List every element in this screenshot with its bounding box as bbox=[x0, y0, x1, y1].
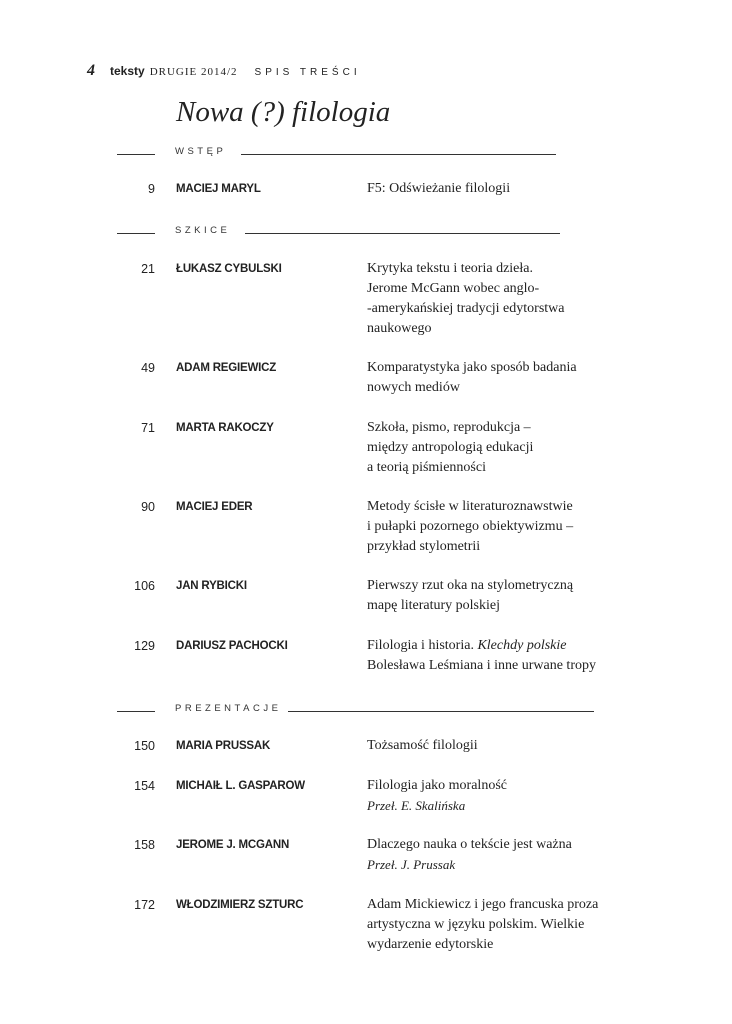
entry-author: MACIEJ EDER bbox=[176, 501, 253, 513]
entry-page: 172 bbox=[134, 898, 155, 912]
entry-title: Filologia jako moralność Przeł. E. Skalińska bbox=[367, 776, 617, 816]
entry-title: Dlaczego nauka o tekście jest ważna Przeł. J. Prussak bbox=[367, 835, 617, 875]
page-number: 4 bbox=[87, 62, 95, 79]
entry-title: Pierwszy rzut oka na stylometryczną mapę literatury polskiej bbox=[367, 578, 574, 613]
entry-title: Krytyka tekstu i teoria dzieła. Jerome McGann wobec anglo- -amerykańskiej tradycji edytorstwa naukowego bbox=[367, 261, 565, 336]
entry-title: Szkoła, pismo, reprodukcja – między antropologią edukacji a teorią piśmienności bbox=[367, 420, 534, 475]
section-rule-left bbox=[117, 154, 155, 155]
entry-title: F5: Odświeżanie filologii bbox=[367, 181, 511, 196]
journal-brand: teksty bbox=[110, 64, 145, 78]
section-heading-szkice bbox=[0, 225, 732, 241]
section-heading-prezentacje bbox=[0, 703, 732, 719]
entry-author: MARIA PRUSSAK bbox=[176, 740, 271, 752]
section-rule-right bbox=[241, 154, 556, 155]
entry-page: 129 bbox=[134, 639, 155, 653]
section-name: SPIS TREŚCI bbox=[254, 67, 361, 78]
entry-page: 106 bbox=[134, 579, 155, 593]
entry-author: JEROME J. MCGANN bbox=[176, 839, 290, 851]
entry-page: 90 bbox=[141, 500, 155, 514]
entry-translator: Przeł. E. Skalińska bbox=[367, 798, 466, 813]
entry-page: 49 bbox=[141, 361, 155, 375]
section-heading-wstep bbox=[0, 146, 732, 162]
entry-author: ADAM REGIEWICZ bbox=[176, 362, 277, 374]
entry-title: Adam Mickiewicz i jego francuska proza artystyczna w języku polskim. Wielkie wydarzenie edytorskie bbox=[367, 897, 599, 952]
section-rule-left bbox=[117, 711, 155, 712]
entry-author: ŁUKASZ CYBULSKI bbox=[176, 263, 282, 275]
entry-page: 21 bbox=[141, 262, 155, 276]
entry-author: MICHAIŁ L. GASPAROW bbox=[176, 780, 305, 792]
section-rule-left bbox=[117, 233, 155, 234]
section-label: SZKICE bbox=[175, 225, 231, 236]
entry-title-italic: Klechdy polskie bbox=[477, 638, 567, 653]
entry-title: Metody ścisłe w literaturoznawstwie i pułapki pozornego obiektywizmu – przykład stylometrii bbox=[367, 499, 574, 554]
journal-issue: DRUGIE 2014/2 bbox=[149, 66, 238, 78]
entry-translator: Przeł. J. Prussak bbox=[367, 857, 456, 872]
section-rule-right bbox=[288, 711, 594, 712]
entry-author: MACIEJ MARYL bbox=[176, 183, 261, 195]
entry-page: 158 bbox=[134, 838, 155, 852]
entry-page: 9 bbox=[148, 182, 155, 196]
section-rule-right bbox=[245, 233, 560, 234]
entry-author: MARTA RAKOCZY bbox=[176, 422, 274, 434]
entry-title: Tożsamość filologii bbox=[367, 738, 478, 753]
issue-title: Nowa (?) filologia bbox=[176, 96, 391, 128]
entry-title: Komparatystyka jako sposób badania nowych mediów bbox=[367, 360, 577, 395]
section-label: PREZENTACJE bbox=[175, 703, 282, 714]
section-label: WSTĘP bbox=[175, 146, 227, 157]
entry-author: DARIUSZ PACHOCKI bbox=[176, 640, 288, 652]
entry-title: Filologia i historia. Klechdy polskie Bolesława Leśmiana i inne urwane tropy bbox=[367, 638, 596, 673]
entry-page: 154 bbox=[134, 779, 155, 793]
entry-author: WŁODZIMIERZ SZTURC bbox=[176, 899, 304, 911]
entry-page: 71 bbox=[141, 421, 155, 435]
entry-author: JAN RYBICKI bbox=[176, 580, 247, 592]
running-header bbox=[87, 62, 361, 80]
entry-page: 150 bbox=[134, 739, 155, 753]
